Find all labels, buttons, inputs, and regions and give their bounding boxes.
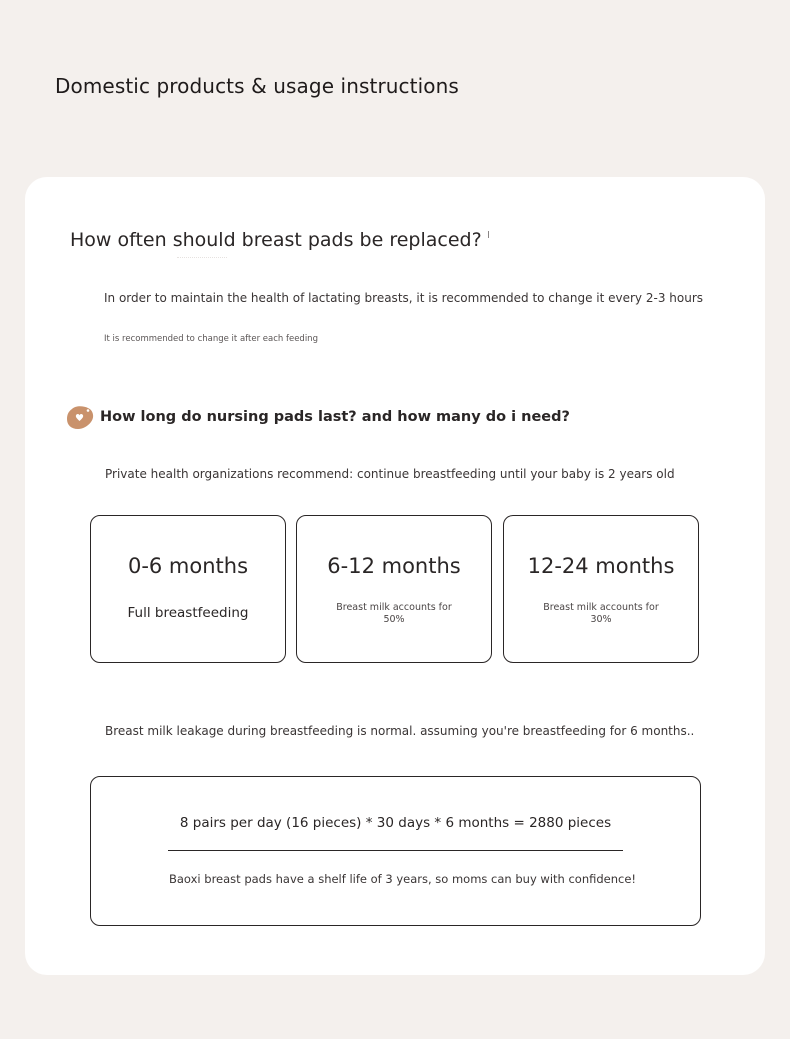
faint-underline — [177, 257, 227, 260]
heart-blob-icon — [66, 405, 94, 430]
page-title: Domestic products & usage instructions — [55, 74, 459, 98]
replace-recommendation: In order to maintain the health of lactating breasts, it is recommended to change it every 2-3 hours — [104, 291, 704, 305]
stage-description: Breast milk accounts for 30% — [543, 602, 659, 625]
stage-description: Breast milk accounts for 50% — [336, 602, 452, 625]
stage-card-12-24-months — [503, 515, 699, 663]
shelf-life-note: Baoxi breast pads have a shelf life of 3 years, so moms can buy with confidence! — [169, 872, 637, 886]
replace-question-title: How often should breast pads be replaced? — [70, 229, 482, 251]
leakage-note: Breast milk leakage during breastfeeding is normal. assuming you're breastfeeding for 6 months.. — [105, 724, 695, 738]
divider — [168, 850, 623, 851]
replace-note: It is recommended to change it after each feeding — [104, 334, 318, 344]
stage-title: 6-12 months — [327, 554, 461, 578]
stage-title: 0-6 months — [127, 554, 249, 578]
organization-recommendation: Private health organizations recommend: continue breastfeeding until your baby is 2 years old — [105, 467, 675, 481]
stage-description: Full breastfeeding — [127, 605, 249, 621]
duration-question-title: How long do nursing pads last? and how many do i need? — [100, 409, 570, 425]
info-card — [25, 177, 765, 975]
usage-calculation-box — [90, 776, 701, 926]
usage-formula: 8 pairs per day (16 pieces) * 30 days * 6 months = 2880 pieces — [179, 815, 612, 831]
stage-title: 12-24 months — [527, 554, 675, 578]
stage-card-0-6-months — [90, 515, 286, 663]
stage-card-6-12-months — [296, 515, 492, 663]
title-tick-mark — [488, 231, 489, 238]
